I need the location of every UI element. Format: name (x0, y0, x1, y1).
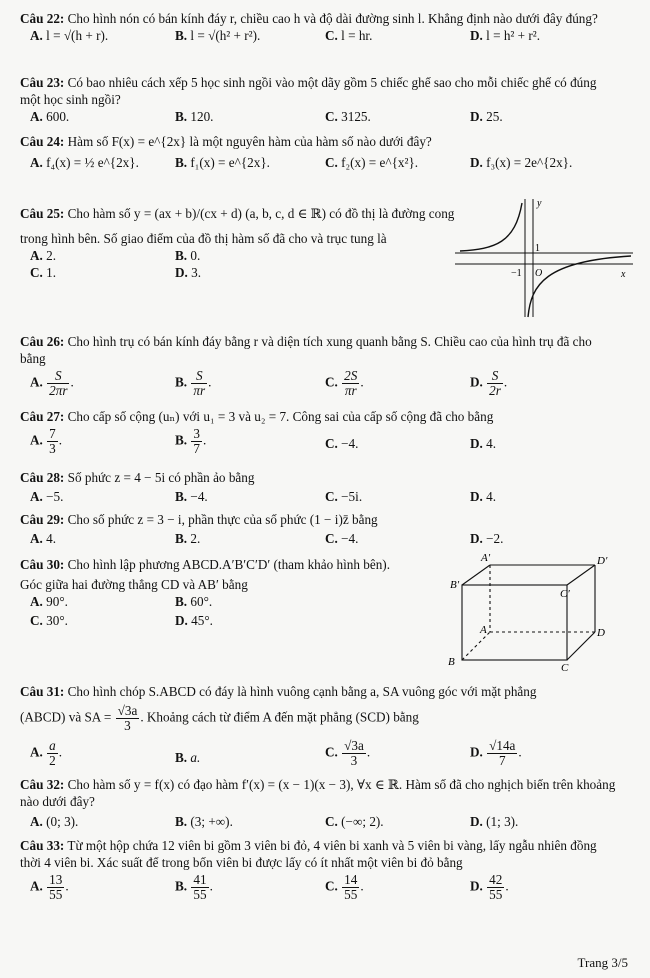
question-text: Cho số phức z = 3 − i, phần thực của số phức (1 − i)z̄ bằng (67, 512, 378, 527)
page-number: Trang 3/5 (577, 955, 628, 970)
question-25 (20, 205, 460, 281)
option-a: A. −5. (30, 489, 64, 504)
options-row (20, 593, 450, 610)
hyperbola-graph (455, 195, 635, 320)
options-row (20, 612, 450, 629)
option-d: D. 4. (470, 436, 497, 451)
option-b: B. $\frac{41}{55}$ . (175, 872, 213, 902)
question-label: Câu 29: (20, 512, 65, 527)
options-row (20, 154, 620, 184)
question-text: Cho hình nón có bán kính đáy r, chiều cao h và độ dài đường sinh l. Khẳng định nào dưới đây đúng? (67, 11, 598, 26)
question-23 (20, 74, 620, 125)
question-stem (20, 408, 620, 425)
option-a: A. l = √(h + r). (30, 28, 109, 43)
question-stem (20, 469, 620, 486)
option-b: B. 2. (175, 531, 201, 546)
question-text: Cho hình chóp S.ABCD có đáy là hình vuông cạnh bằng a, SA vuông góc với mặt phẳng (67, 684, 537, 699)
origin-label: O (535, 268, 543, 279)
question-stem (20, 10, 620, 27)
curve-right-branch (528, 256, 631, 317)
question-stem (20, 776, 620, 810)
option-a: A. $\frac{7}{3}$ . (30, 426, 63, 456)
label-c-prime: C′ (560, 588, 570, 600)
options-row (20, 873, 620, 907)
question-stem (20, 333, 620, 367)
label-d: D (597, 627, 605, 639)
question-text: Cho hàm số y = f(x) có đạo hàm f′(x) = (x − 1)(x − 3), ∀x ∈ ℝ. Hàm số đã cho nghịch biến trên khoảng nào dưới đây? (20, 777, 616, 809)
question-text: Hàm số F(x) = e^{2x} là một nguyên hàm của hàm số nào dưới đây? (67, 134, 432, 149)
option-b: B. a. (175, 750, 201, 765)
option-a: A. $\frac{a}{2}$ . (30, 738, 63, 768)
option-d: D. f₃(x) = 2e^{2x}. (470, 155, 573, 170)
options-row (20, 264, 460, 281)
question-stem (20, 511, 620, 528)
option-b: B. l = √(h² + r²). (175, 28, 261, 43)
question-27 (20, 408, 620, 459)
question-stem (20, 74, 620, 108)
options-row (20, 739, 620, 773)
question-30 (20, 556, 450, 629)
question-text: Có bao nhiêu cách xếp 5 học sinh ngồi vào một dãy gồm 5 chiếc ghế sao cho mỗi chiếc ghế có đúng một học sinh ngồi? (20, 75, 597, 107)
option-d: D. 25. (470, 109, 503, 124)
option-d: D. 3. (175, 265, 202, 280)
question-33 (20, 837, 620, 907)
question-label: Câu 22: (20, 11, 65, 26)
question-label: Câu 23: (20, 75, 65, 90)
option-c: C. f₂(x) = e^{x²}. (325, 155, 419, 170)
question-text: Cho hàm số y = (ax + b)/(cx + d) (a, b, c, d ∈ ℝ) có đồ thị là đường cong (67, 206, 455, 221)
option-d: D. 45°. (175, 613, 213, 628)
option-c: C. $\frac{14}{55}$ . (325, 872, 364, 902)
option-b: B. 120. (175, 109, 214, 124)
question-text: Từ một hộp chứa 12 viên bi gồm 3 viên bi đỏ, 4 viên bi xanh và 5 viên bi vàng, lấy ngẫu nhiên đồng thời 4 viên bi. Xác suất để trong bốn viên bi được lấy có ít nhất một viên bi đỏ bằng (20, 838, 597, 870)
option-a: A. 600. (30, 109, 70, 124)
options-row (20, 367, 620, 401)
option-d: D. $\frac{√14a}{7}$ . (470, 738, 522, 768)
option-d: D. $\frac{S}{2r}$ . (470, 368, 508, 398)
question-stem-cont: (ABCD) và SA = $\frac{√3a}{3}$ . Khoảng cách từ điểm A đến mặt phẳng (SCD) bằng (20, 703, 419, 733)
options-row (20, 488, 620, 505)
question-label: Câu 24: (20, 134, 65, 149)
option-c: C. −4. (325, 436, 359, 451)
question-stem (20, 556, 450, 573)
option-a: A. $\frac{13}{55}$ . (30, 872, 69, 902)
question-31 (20, 683, 620, 773)
x-label: x (621, 269, 626, 280)
label-c: C (561, 662, 569, 674)
question-text: Cho cấp số cộng (uₙ) với u₁ = 3 và u₂ = 7. Công sai của cấp số cộng đã cho bằng (67, 409, 494, 424)
y-label: y (537, 198, 542, 209)
options-row (20, 530, 620, 547)
question-text: Cho hình lập phương ABCD.A′B′C′D′ (tham khảo hình bên). (67, 557, 390, 572)
question-stem-cont (20, 576, 450, 593)
tick-one: 1 (535, 243, 540, 254)
option-c: C. −5i. (325, 489, 363, 504)
question-stem (20, 837, 620, 871)
option-a: A. (0; 3). (30, 814, 79, 829)
option-d: D. −2. (470, 531, 504, 546)
options-row (20, 108, 620, 125)
question-26 (20, 333, 620, 401)
option-b: B. f₁(x) = e^{2x}. (175, 155, 270, 170)
option-d: D. l = h² + r². (470, 28, 541, 43)
question-text: Góc giữa hai đường thẳng CD và AB′ bằng (20, 577, 248, 592)
option-c: C. (−∞; 2). (325, 814, 384, 829)
label-b: B (448, 656, 455, 668)
option-a: A. $\frac{S}{2\pi r}$ . (30, 368, 74, 398)
label-a-prime: A′ (481, 552, 491, 564)
question-22 (20, 10, 620, 44)
label-d-prime: D′ (597, 555, 608, 567)
question-label: Câu 31: (20, 684, 65, 699)
question-label: Câu 27: (20, 409, 65, 424)
question-label: Câu 30: (20, 557, 65, 572)
question-label: Câu 25: (20, 206, 65, 221)
question-stem (20, 683, 620, 700)
option-d: D. (1; 3). (470, 814, 519, 829)
question-label: Câu 32: (20, 777, 65, 792)
option-b: B. $\frac{S}{\pi r}$ . (175, 368, 212, 398)
option-b: B. (3; +∞). (175, 814, 233, 829)
question-label: Câu 28: (20, 470, 65, 485)
question-label: Câu 26: (20, 334, 65, 349)
question-29 (20, 511, 620, 547)
options-row (20, 247, 460, 264)
option-d: D. 4. (470, 489, 497, 504)
label-b-prime: B′ (450, 579, 460, 591)
option-a: A. 2. (30, 248, 57, 263)
option-b: B. 0. (175, 248, 201, 263)
option-c: C. l = hr. (325, 28, 373, 43)
question-32 (20, 776, 620, 830)
curve-left-branch (460, 203, 522, 251)
option-c: C. 1. (30, 265, 57, 280)
option-a: A. 90°. (30, 594, 68, 609)
question-stem-cont (20, 230, 460, 247)
option-b: B. −4. (175, 489, 208, 504)
cube-figure (440, 550, 615, 675)
tick-minus-one: −1 (511, 268, 522, 279)
option-b: B. 60°. (175, 594, 213, 609)
option-a: A. f₄(x) = ½ e^{2x}. (30, 155, 139, 170)
option-b: B. $\frac{3}{7}$ . (175, 426, 207, 456)
question-label: Câu 33: (20, 838, 65, 853)
option-c: C. $\frac{2S}{\pi r}$ . (325, 368, 364, 398)
question-text: trong hình bên. Số giao điểm của đồ thị hàm số đã cho và trục tung là (20, 231, 387, 246)
options-row (20, 27, 620, 44)
question-stem (20, 133, 620, 150)
question-text: Số phức z = 4 − 5i có phần ảo bằng (67, 470, 255, 485)
option-d: D. $\frac{42}{55}$ . (470, 872, 509, 902)
option-c: C. 30°. (30, 613, 68, 628)
question-24 (20, 133, 620, 184)
question-stem (20, 205, 460, 222)
options-row (20, 425, 620, 459)
options-row (20, 813, 620, 830)
question-28 (20, 469, 620, 505)
option-a: A. 4. (30, 531, 57, 546)
label-a: A (480, 624, 487, 636)
option-c: C. 3125. (325, 109, 371, 124)
question-text: Cho hình trụ có bán kính đáy bằng r và diện tích xung quanh bằng S. Chiều cao của hình trụ đã cho bằng (20, 334, 592, 366)
option-c: C. $\frac{√3a}{3}$ . (325, 738, 371, 768)
option-c: C. −4. (325, 531, 359, 546)
